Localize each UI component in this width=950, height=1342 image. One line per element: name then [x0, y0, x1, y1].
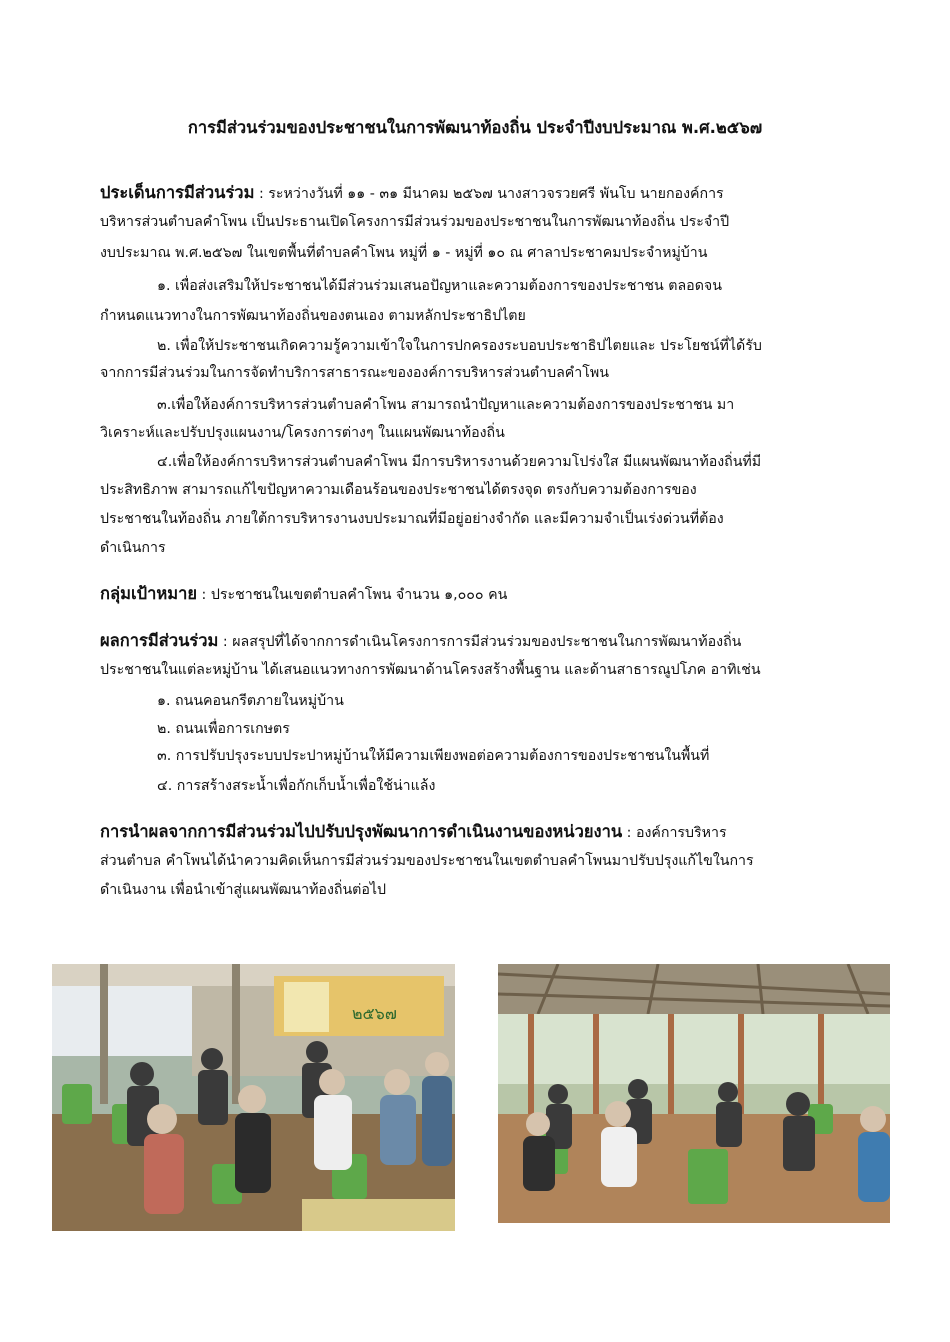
participation-result-lead	[100, 628, 830, 655]
separator: :	[197, 587, 211, 603]
objective-2: ๒. เพื่อให้ประชาชนเกิดความรู้ความเข้าใจในการปกครองระบอบประชาธิปไตยและ ประโยชน์ที่ได้รับ	[157, 338, 762, 354]
objective-4: ๔.เพื่อให้องค์การบริหารส่วนตำบลคำโพน มีการบริหารงานด้วยความโปร่งใส มีแผนพัฒนาท้องถิ่นที่มี	[157, 454, 762, 470]
target-group	[100, 581, 830, 608]
objective-1: ๑. เพื่อส่งเสริมให้ประชาชนได้มีส่วนร่วมเสนอปัญหาและความต้องการของประชาชน ตลอดจน	[157, 278, 722, 294]
objective-3-cont: วิเคราะห์และปรับปรุงแผนงาน/โครงการต่างๆ ในแผนพัฒนาท้องถิ่น	[100, 425, 505, 441]
objective-4-cont: ประชาชนในท้องถิ่น ภายใต้การบริหารงานงบประมาณที่มีอยู่อย่างจำกัด และมีความจำเป็นเร่งด่วนที่ต้อง	[100, 511, 724, 527]
meeting-photo-2	[498, 964, 890, 1223]
objective-4-cont: ประสิทธิภาพ สามารถแก้ไขปัญหาความเดือนร้อนของประชาชนได้ตรงจุด ตรงกับความต้องการของ	[100, 482, 697, 498]
target-group-text: ประชาชนในเขตตำบลคำโพน จำนวน ๑,๐๐๐ คน	[210, 587, 508, 603]
objective-4-cont: ดำเนินการ	[100, 540, 166, 556]
participation-issue-heading: ประเด็นการมีส่วนร่วม	[100, 183, 255, 202]
participation-result-line: ประชาชนในแต่ละหมู่บ้าน ได้เสนอแนวทางการพัฒนาด้านโครงสร้างพื้นฐาน และด้านสาธารณูปโภค อาทิเช่น	[100, 662, 761, 678]
separator: :	[218, 634, 233, 650]
separator: :	[254, 186, 269, 202]
separator: :	[622, 825, 636, 841]
participation-result-lead-text: ผลสรุปที่ได้จากการดำเนินโครงการการมีส่วนร่วมของประชาชนในการพัฒนาท้องถิ่น	[232, 634, 742, 650]
objective-3: ๓.เพื่อให้องค์การบริหารส่วนตำบลคำโพน สามารถนำปัญหาและความต้องการของประชาชน มา	[157, 397, 735, 413]
result-item: ๓. การปรับปรุงระบบประปาหมู่บ้านให้มีความเพียงพอต่อความต้องการของประชาชนในพื้นที่	[157, 748, 710, 764]
participation-issue-line: งบประมาณ พ.ศ.๒๕๖๗ ในเขตพื้นที่ตำบลคำโพน หมู่ที่ ๑ - หมู่ที่ ๑๐ ณ ศาลาประชาคมประจำหมู่บ้าน	[100, 245, 708, 261]
improvement-line: ดำเนินงาน เพื่อนำเข้าสู่แผนพัฒนาท้องถิ่นต่อไป	[100, 882, 387, 898]
improvement-heading: การนำผลจากการมีส่วนร่วมไปปรับปรุงพัฒนาการดำเนินงานของหน่วยงาน	[100, 822, 623, 841]
objective-2-cont: จากการมีส่วนร่วมในการจัดทำบริการสาธารณะขององค์การบริหารส่วนตำบลคำโพน	[100, 365, 609, 381]
meeting-photo-1-image	[52, 964, 455, 1231]
participation-issue-lead-text: ระหว่างวันที่ ๑๑ - ๓๑ มีนาคม ๒๕๖๗ นางสาวจรวยศรี พันโบ นายกองค์การ	[268, 186, 724, 202]
result-item: ๔. การสร้างสระน้ำเพื่อกักเก็บน้ำเพื่อใช้น่าแล้ง	[157, 778, 436, 794]
improvement-lead	[100, 819, 830, 846]
improvement-lead-text: องค์การบริหาร	[635, 825, 727, 841]
participation-result-heading: ผลการมีส่วนร่วม	[100, 631, 219, 650]
target-group-heading: กลุ่มเป้าหมาย	[100, 584, 198, 603]
participation-issue-line: บริหารส่วนตำบลคำโพน เป็นประธานเปิดโครงการมีส่วนร่วมของประชาชนในการพัฒนาท้องถิ่น ประจำปี	[100, 214, 730, 230]
meeting-photo-1	[52, 964, 455, 1231]
objective-1-cont: กำหนดแนวทางในการพัฒนาท้องถิ่นของตนเอง ตามหลักประชาธิปไตย	[100, 308, 526, 324]
result-item: ๒. ถนนเพื่อการเกษตร	[157, 721, 290, 737]
meeting-photo-2-image	[498, 964, 890, 1223]
participation-issue-lead	[100, 180, 830, 207]
banner-text: ๒๕๖๗	[352, 1004, 397, 1023]
document-title: การมีส่วนร่วมของประชาชนในการพัฒนาท้องถิ่น ประจำปีงบประมาณ พ.ศ.๒๕๖๗	[187, 118, 763, 137]
result-item: ๑. ถนนคอนกรีตภายในหมู่บ้าน	[157, 693, 344, 709]
improvement-line: ส่วนตำบล คำโพนได้นำความคิดเห็นการมีส่วนร่วมของประชาชนในเขตตำบลคำโพนมาปรับปรุงแก้ไขในการ	[100, 853, 754, 869]
